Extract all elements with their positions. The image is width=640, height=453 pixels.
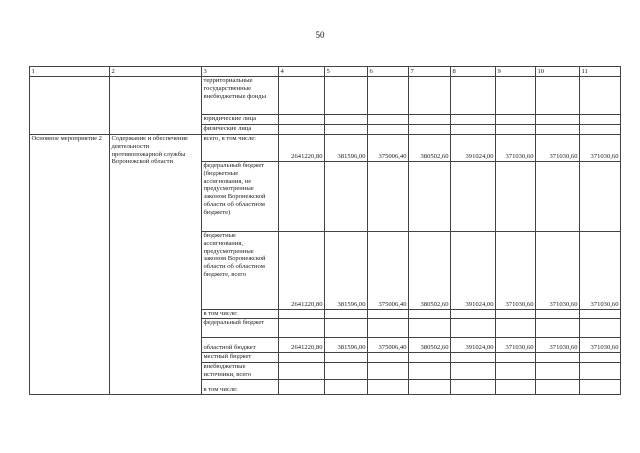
table-row: [30, 77, 621, 115]
source-label: местный бюджет: [202, 353, 279, 363]
header-cell: 6: [368, 67, 409, 77]
header-cell: 1: [30, 67, 110, 77]
activity-name: Основное мероприятие 2: [30, 135, 110, 395]
funding-table: [29, 66, 621, 395]
source-label: юридические лица: [202, 115, 279, 125]
source-label: всего, в том числе:: [202, 135, 279, 162]
page-number: 50: [315, 30, 325, 40]
header-cell: 8: [451, 67, 496, 77]
table-header-row: [30, 67, 621, 77]
header-cell: 7: [409, 67, 451, 77]
value-cell: 371030,60: [496, 135, 536, 162]
value-cell: 391024,00: [451, 135, 496, 162]
value-cell: 380502,60: [409, 338, 451, 353]
value-cell: 371030,60: [580, 232, 621, 310]
value-cell: 371030,60: [536, 338, 580, 353]
value-cell: 391024,00: [451, 232, 496, 310]
header-cell: 11: [580, 67, 621, 77]
header-cell: 10: [536, 67, 580, 77]
value-cell: 2641220,80: [279, 338, 325, 353]
value-cell: 381596,00: [325, 338, 368, 353]
value-cell: 381596,00: [325, 232, 368, 310]
value-cell: 381596,00: [325, 135, 368, 162]
value-cell: 371030,60: [536, 135, 580, 162]
value-cell: 380502,60: [409, 232, 451, 310]
header-cell: 4: [279, 67, 325, 77]
value-cell: 380502,60: [409, 135, 451, 162]
value-cell: 371030,60: [536, 232, 580, 310]
source-label: территориальные государственные внебюджетные фонды: [202, 77, 279, 115]
source-label: внебюджетные источники, всего: [202, 363, 279, 380]
source-label: в том числе:: [202, 380, 279, 395]
value-cell: 2641220,80: [279, 232, 325, 310]
source-label: физические лица: [202, 125, 279, 135]
value-cell: 371030,60: [580, 338, 621, 353]
value-cell: 391024,00: [451, 338, 496, 353]
header-cell: 5: [325, 67, 368, 77]
source-label: федеральный бюджет (бюджетные ассигнования, не предусмотренные законом Воронежской области об областном бюджете): [202, 162, 279, 232]
source-label: бюджетные ассигнования, предусмотренные законом Воронежской области об областном бюджете, всего: [202, 232, 279, 310]
activity-description: Содержание и обеспечение деятельности противопожарной службы Воронежской области: [110, 135, 202, 395]
value-cell: 371030,60: [496, 338, 536, 353]
value-cell: 371030,60: [496, 232, 536, 310]
empty-cell: [30, 77, 110, 135]
value-cell: 375006,40: [368, 135, 409, 162]
value-cell: 375006,40: [368, 232, 409, 310]
source-label: в том числе:: [202, 310, 279, 319]
value-cell: 2641220,80: [279, 135, 325, 162]
value-cell: 371030,60: [580, 135, 621, 162]
source-label: федеральный бюджет: [202, 319, 279, 338]
source-label: областной бюджет: [202, 338, 279, 353]
value-cell: 375006,40: [368, 338, 409, 353]
empty-cell: [110, 77, 202, 135]
table-row: [30, 135, 621, 162]
header-cell: 3: [202, 67, 279, 77]
header-cell: 9: [496, 67, 536, 77]
header-cell: 2: [110, 67, 202, 77]
